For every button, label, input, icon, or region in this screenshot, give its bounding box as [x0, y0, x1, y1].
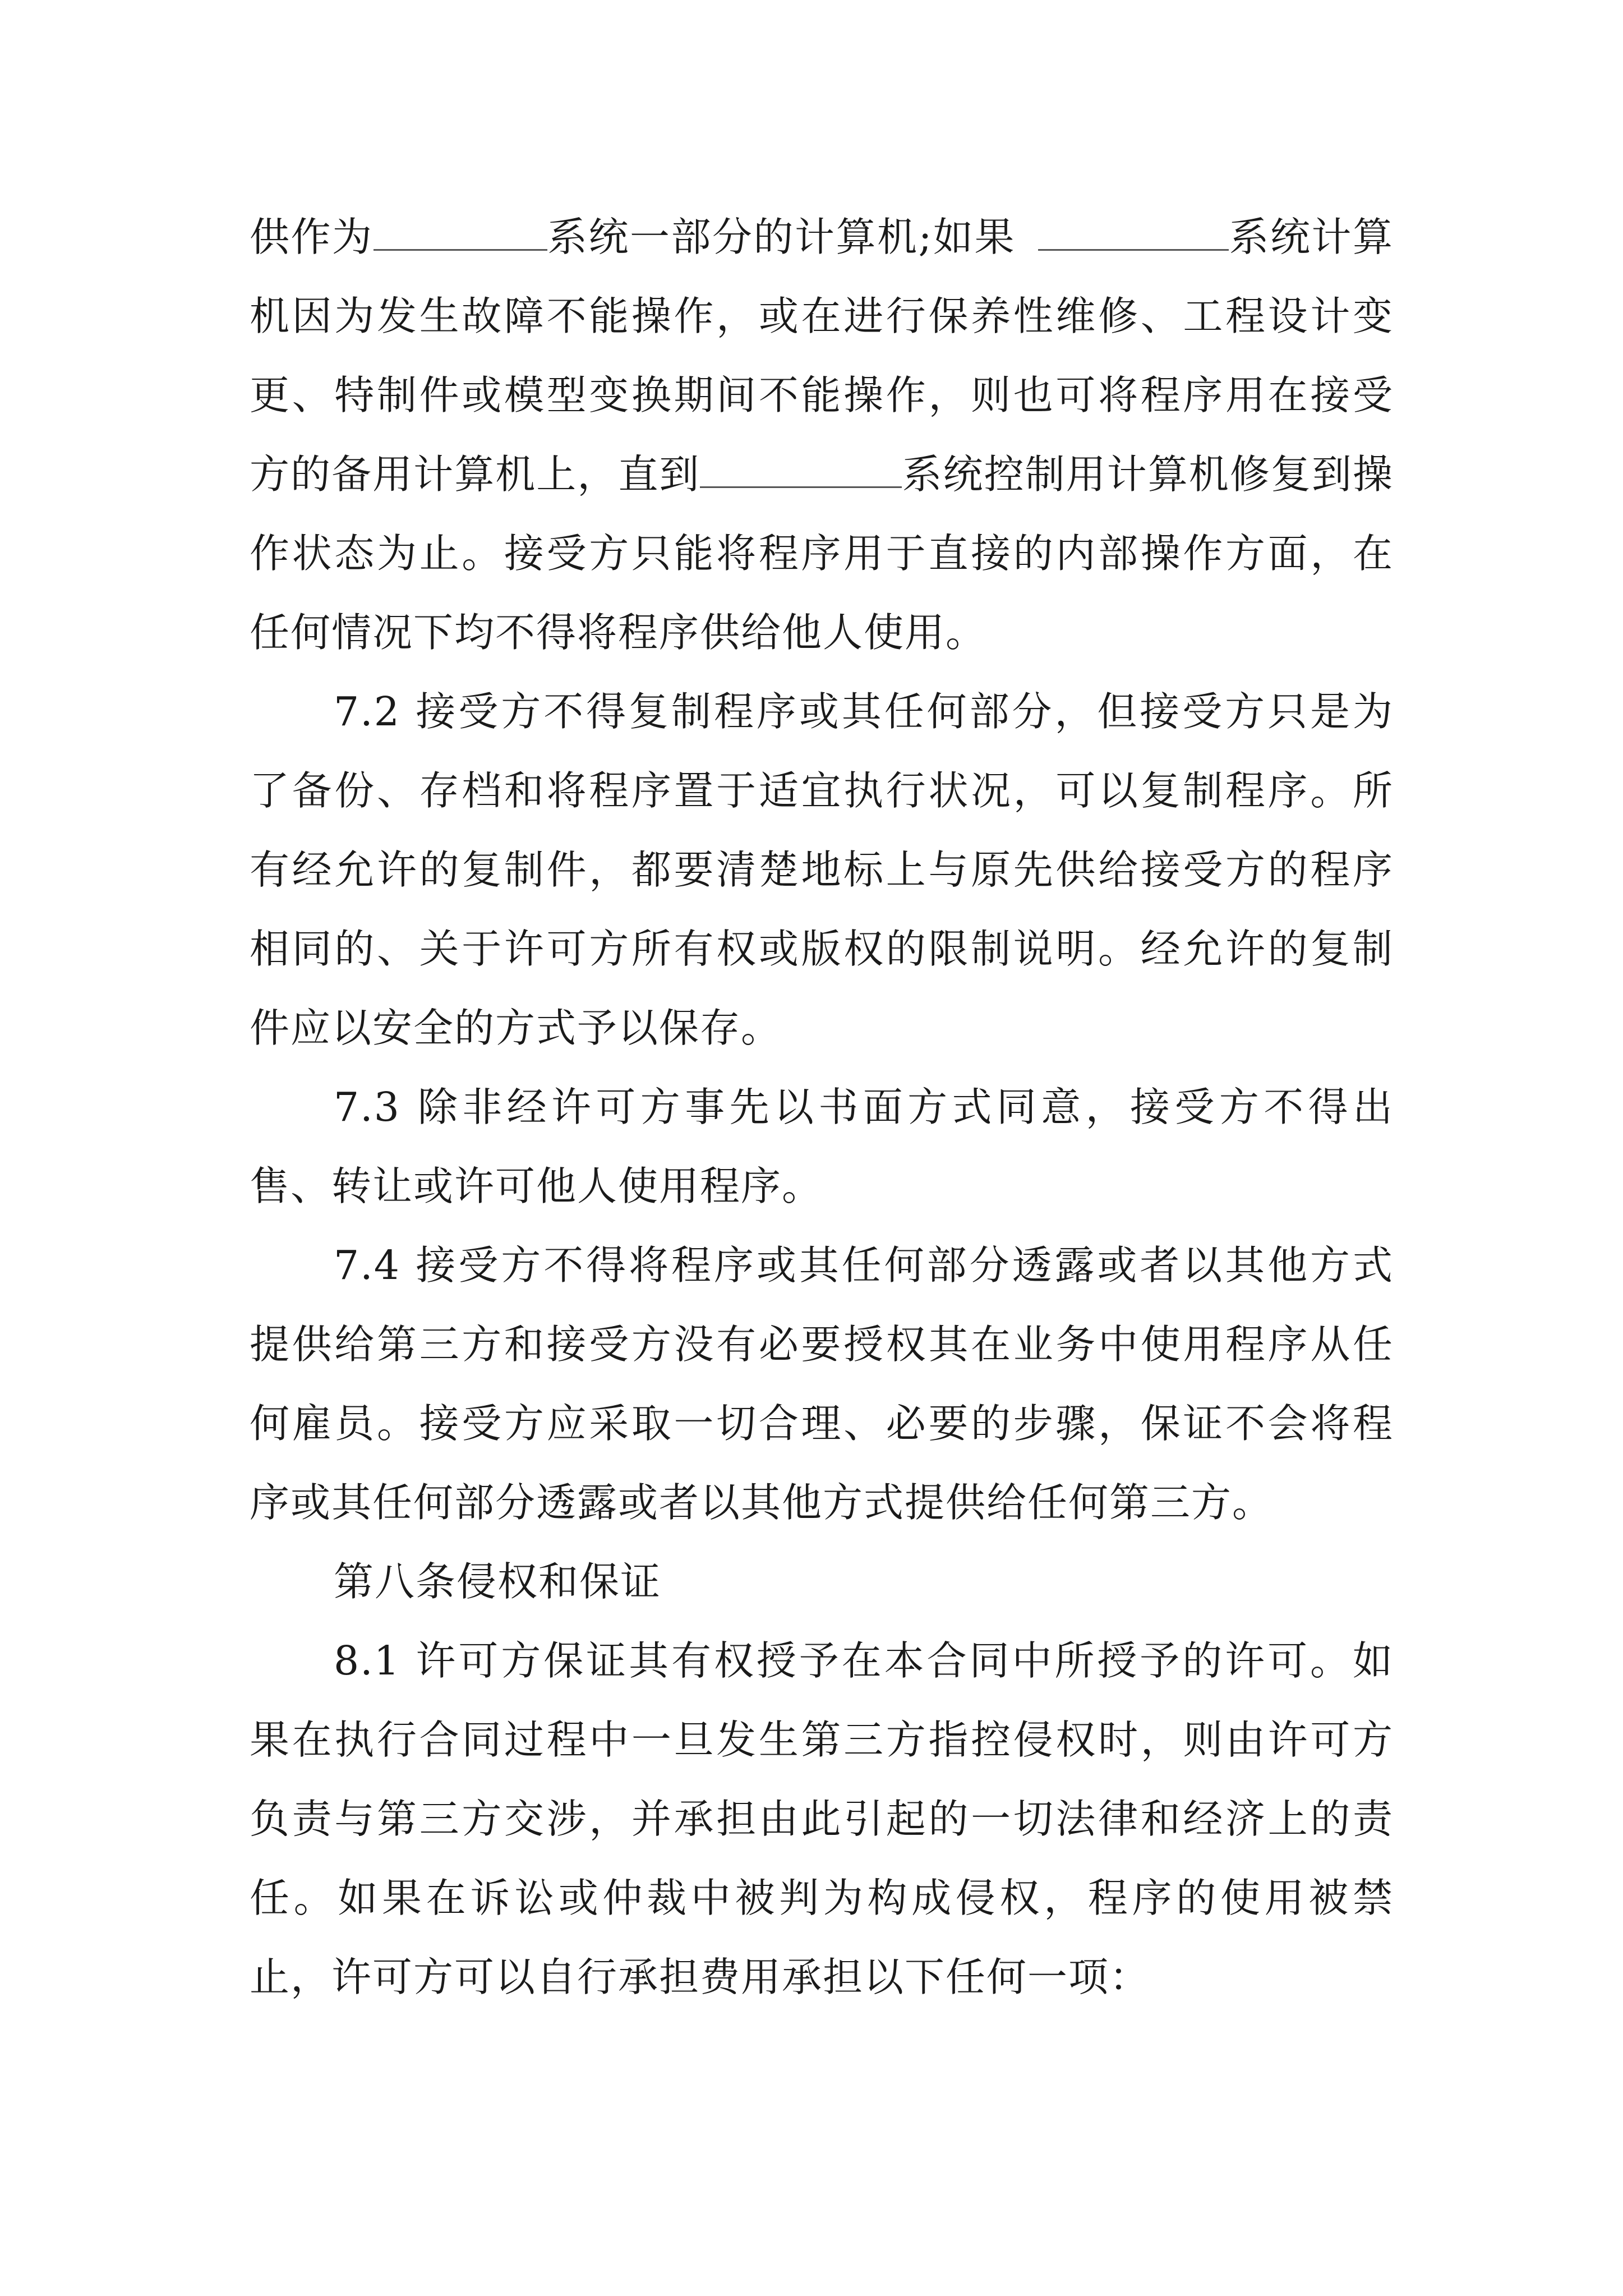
fill-in-blank: [374, 211, 547, 251]
clause-7-2: 7.2 接受方不得复制程序或其任何部分，但接受方只是为了备份、存档和将程序置于适宜执行状况，可以复制程序。所有经允许的复制件，都要清楚地标上与原先供给接受方的程序相同的、关于许可方所有权或版权的限制说明。经允许的复制件应以安全的方式予以保存。: [250, 688, 1394, 1051]
fill-in-blank: [1038, 211, 1229, 251]
document-body: [250, 197, 1394, 2017]
intro-paragraph: [250, 197, 1394, 672]
intro-text-4: 系统控制用计算机修复到操作状态为止。接受方只能将程序用于直接的内部操作方面，在任何情况下均不得将程序供给他人使用。: [250, 451, 1394, 656]
article-8-heading: 第八条侵权和保证: [334, 1558, 662, 1605]
clause-8-1: 8.1 许可方保证其有权授予在本合同中所授予的许可。如果在执行合同过程中一旦发生第三方指控侵权时，则由许可方负责与第三方交涉，并承担由此引起的一切法律和经济上的责任。如果在诉讼或仲裁中被判为构成侵权，程序的使用被禁止，许可方可以自行承担费用承担以下任何一项：: [250, 1637, 1394, 2000]
fill-in-blank: [700, 449, 902, 488]
intro-text-2: 系统一部分的计算机;如果: [547, 214, 1016, 260]
clause-7-3: 7.3 除非经许可方事先以书面方式同意，接受方不得出售、转让或许可他人使用程序。: [250, 1084, 1394, 1209]
intro-text-1: 供作为: [250, 214, 374, 260]
clause-7-4: 7.4 接受方不得将程序或其任何部分透露或者以其他方式提供给第三方和接受方没有必要授权其在业务中使用程序从任何雇员。接受方应采取一切合理、必要的步骤，保证不会将程序或其任何部分透露或者以其他方式提供给任何第三方。: [250, 1242, 1394, 1526]
intro-text-3: 系统计算机因为发生故障不能操作，或在进行保养性维修、工程设计变更、特制件或模型变换期间不能操作，则也可将程序用在接受方的备用计算机上，直到: [250, 214, 1394, 498]
